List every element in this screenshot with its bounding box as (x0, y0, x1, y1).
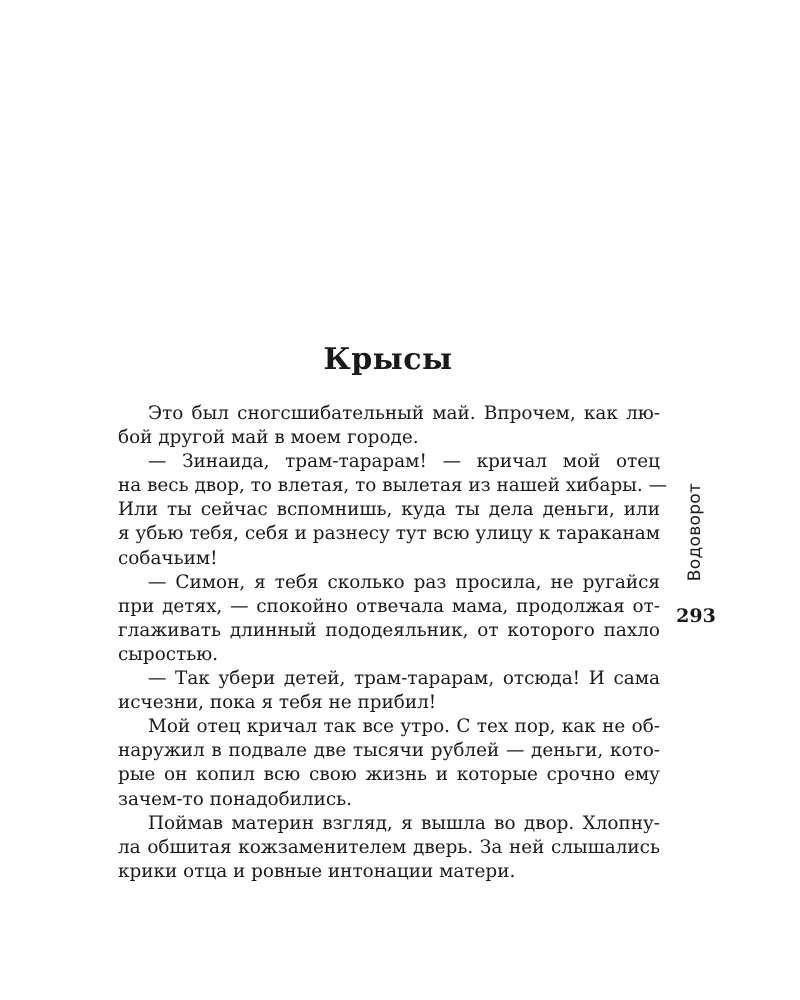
running-head-label: Водоворот (685, 482, 705, 582)
text-line: зачем-то понадобились. (118, 788, 353, 810)
text-line: бой другой май в моем городе. (118, 427, 419, 449)
chapter-title: Крысы (323, 342, 453, 377)
text-line: глаживать длинный пододеяльник, от которого пахло (118, 619, 660, 641)
text-line: сыростью. (118, 643, 219, 665)
text-line: Или ты сейчас вспомнишь, куда ты дела деньги, или (118, 499, 660, 521)
text-line: Это был сногсшибательный май. Впрочем, как лю- (148, 403, 660, 424)
text-line: на весь двор, то влетая, то вылетая из нашей хибары. — (118, 475, 667, 497)
text-line: я убью тебя, себя и разнесу тут всю улицу к тараканам (118, 523, 660, 545)
text-line: рые он копил всю свою жизнь и которые срочно ему (118, 764, 660, 786)
text-line: — Так убери детей, трам-тарарам, отсюда! И сама (148, 668, 660, 690)
running-head (680, 482, 710, 582)
text-line: собачьим! (118, 547, 218, 569)
chapter-body-text (118, 402, 667, 884)
text-line: Поймав материн взгляд, я вышла во двор. Хлопну- (148, 812, 660, 834)
text-line: при детях, — спокойно отвечала мама, продолжая от- (118, 595, 660, 617)
text-line: — Симон, я тебя сколько раз просила, не ругайся (148, 571, 660, 593)
page-number: 293 (676, 605, 716, 627)
text-line: ла обшитая кожзаменителем дверь. За ней слышались (118, 836, 660, 858)
text-line: наружил в подвале две тысячи рублей — деньги, кото- (118, 740, 660, 762)
text-line: крики отца и ровные интонации матери. (118, 860, 516, 882)
text-line: исчезни, пока я тебя не прибил! (118, 692, 437, 714)
text-line: Мой отец кричал так все утро. С тех пор, как не об- (148, 716, 660, 738)
text-line: — Зинаида, трам-тарарам! — кричал мой отец (148, 451, 660, 473)
